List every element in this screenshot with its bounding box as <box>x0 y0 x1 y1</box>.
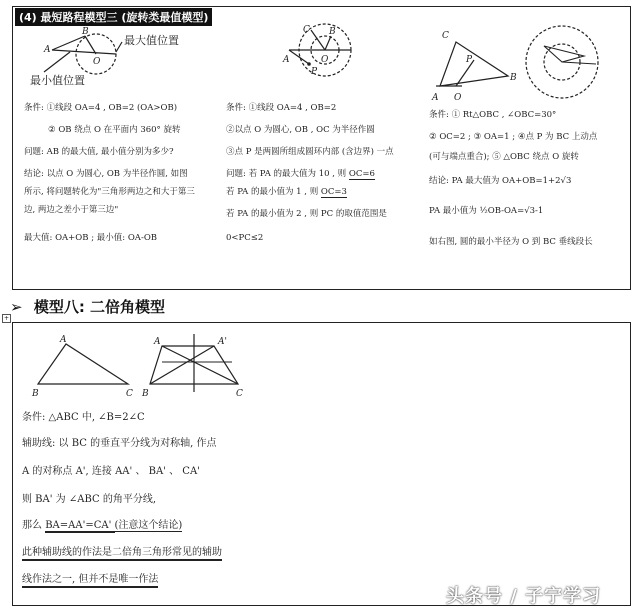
col1-line-6: 边, 两边之差小于第三边" <box>24 205 119 215</box>
left-label-c: C <box>126 389 133 399</box>
col2-line-6: 若 PA 的最小值为 2 , 则 PC 的取值范围是 <box>226 209 387 219</box>
fig1-line-bo <box>85 36 96 54</box>
fig3-label-c: C <box>442 31 449 41</box>
col3-line-5: PA 最小值为 ½OB-OA=√3-1 <box>429 206 544 216</box>
bottom-line-1: 条件: △ABC 中, ∠B=2∠C <box>22 412 145 423</box>
bottom-line-3: A 的对称点 A', 连接 AA' 、 BA' 、 CA' <box>22 466 200 477</box>
col2-line-1: 条件: ①线段 OA=4 , OB=2 <box>226 103 337 113</box>
conclusion-note: (注意这个结论) <box>114 520 183 531</box>
figure-double-angle-right <box>140 332 250 398</box>
section-title <box>10 296 165 317</box>
right-label-a: A <box>154 337 161 347</box>
fig3-label-o: O <box>454 93 462 103</box>
col3-line-4: 结论: PA 最大值为 OA+OB=1+2√3 <box>429 176 572 186</box>
watermark: 头条号 / 子宁学习 <box>446 586 602 607</box>
fig2-line-ob <box>325 36 331 50</box>
col2-q2: 若 PA 的最小值为 1 , 则 <box>226 187 321 197</box>
fig1-max-label: 最大值位置 <box>124 34 179 47</box>
top-header: (4) 最短路程模型三 (旋转类最值模型) <box>15 8 212 26</box>
bottom-line-7: 线作法之一, 但并不是唯一作法 <box>22 573 158 588</box>
fig2-line-oc <box>311 30 325 50</box>
col2-line-4 <box>226 169 375 180</box>
col2-line-7: 0<PC≤2 <box>226 233 264 243</box>
fig3-label-a: A <box>432 93 439 103</box>
fig2-label-c: C <box>303 25 310 35</box>
left-triangle <box>38 344 128 384</box>
col2-line-5 <box>226 187 347 198</box>
fig2-label-b: B <box>329 27 336 37</box>
figure-rotation-1 <box>30 27 179 88</box>
fig2-line-ap <box>289 50 309 64</box>
right-label-a-prime: A' <box>218 337 227 347</box>
right-label-b: B <box>142 389 149 399</box>
fig1-line-ao <box>52 50 116 54</box>
figure-double-angle-left <box>28 336 138 398</box>
col3-line-2: ② OC=2 ; ③ OA=1 ; ④点 P 为 BC 上动点 <box>429 132 598 142</box>
bottom-line-4: 则 BA' 为 ∠ABC 的角平分线, <box>22 494 156 505</box>
fig1-arrow-min <box>44 52 70 72</box>
fig1-label-o: O <box>93 57 101 67</box>
col1-line-5: 所示, 将问题转化为"三角形两边之和大于第三 <box>24 187 195 197</box>
col1-line-1: 条件: ①线段 OA=4 , OB=2 (OA>OB) <box>24 103 178 113</box>
col2-a2: OC=3 <box>320 187 347 197</box>
section-arrow: ➢ <box>10 298 23 316</box>
col3-line-6: 如右图, 圆的最小半径为 O 到 BC 垂线段长 <box>429 237 593 247</box>
fig3-label-b: B <box>510 73 517 83</box>
fig1-min-label: 最小值位置 <box>30 74 85 87</box>
col2-line-2: ②以点 O 为圆心, OB , OC 为半径作圆 <box>226 125 375 135</box>
figure-rotation-2 <box>283 22 363 82</box>
figure-rotation-3 <box>426 24 616 104</box>
col1-line-3: 问题: AB 的最大值, 最小值分别为多少? <box>24 147 174 157</box>
fig1-line-ab <box>52 36 85 50</box>
fig2-point-p <box>307 62 311 66</box>
left-label-a: A <box>60 335 67 345</box>
fig2-label-a: A <box>283 55 290 65</box>
fig3-label-p: P <box>466 55 473 65</box>
col2-a1: OC=6 <box>348 169 375 179</box>
col2-line-3: ③点 P 是两圆所组成圆环内部 (含边界) 一点 <box>226 147 394 157</box>
col3-line-3: (可与端点重合); ⑤ △OBC 绕点 O 旋转 <box>429 152 579 162</box>
right-label-c: C <box>236 389 243 399</box>
table-move-handle[interactable]: + <box>3 315 10 322</box>
left-label-b: B <box>32 389 39 399</box>
section-title-text: 模型八: 二倍角模型 <box>33 298 166 316</box>
fig2-label-p: P <box>311 67 318 77</box>
col1-line-4: 结论: 以点 O 为圆心, OB 为半径作圆, 如图 <box>24 169 188 179</box>
bottom-line-2: 辅助线: 以 BC 的垂直平分线为对称轴, 作点 <box>22 438 217 449</box>
fig1-arrow-max <box>116 42 122 52</box>
col1-line-7: 最大值: OA+OB ; 最小值: OA-OB <box>24 233 158 243</box>
fig1-label-a: A <box>44 45 51 55</box>
fig1-label-b: B <box>82 27 89 37</box>
fig2-label-o: O <box>321 55 329 65</box>
conclusion-prefix: 那么 <box>22 520 46 531</box>
col1-line-2: ② OB 绕点 O 在平面内 360° 旋转 <box>48 125 181 135</box>
bottom-line-6: 此种辅助线的作法是二倍角三角形常见的辅助 <box>22 546 222 561</box>
conclusion-equation: BA=AA'=CA' <box>45 520 115 531</box>
bottom-line-5 <box>22 519 182 532</box>
col3-line-1: 条件: ① Rt△OBC , ∠OBC=30° <box>429 110 557 120</box>
fig3-rotated-line <box>562 62 596 64</box>
col2-q1: 问题: 若 PA 的最大值为 10 , 则 <box>226 169 349 179</box>
fig3-triangle <box>440 42 508 86</box>
